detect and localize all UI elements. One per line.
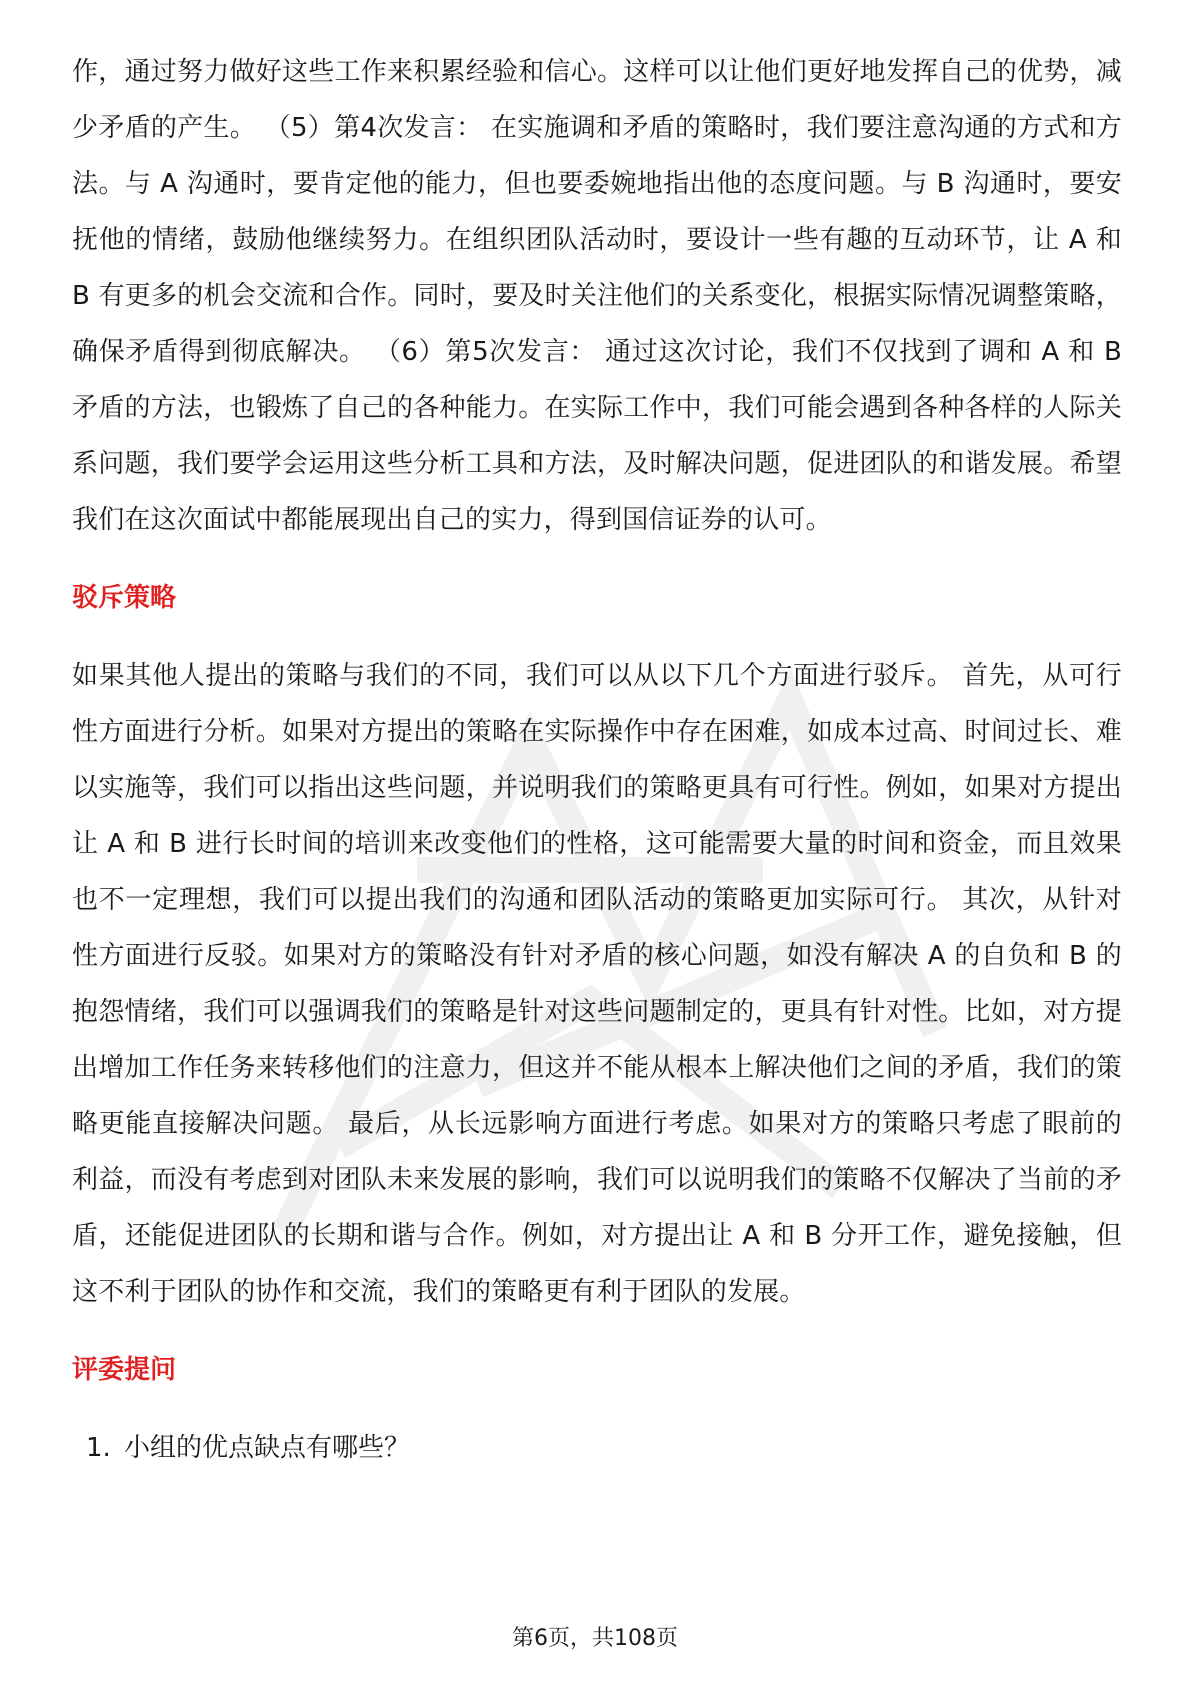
- paragraph-discussion-summary: 作，通过努力做好这些工作来积累经验和信心。这样可以让他们更好地发挥自己的优势，减少矛盾的产生。 （5）第4次发言： 在实施调和矛盾的策略时，我们要注意沟通的方式和方法。与 A 沟通时，要肯定他的能力，但也要委婉地指出他的态度问题。与 B 沟通时，要安抚他的情绪，鼓励他继续努力。在组织团队活动时，要设计一些有趣的互动环节，让 A 和 B 有更多的机会交流和合作。同时，要及时关注他们的关系变化，根据实际情况调整策略，确保矛盾得到彻底解决。 （6）第5次发言： 通过这次讨论，我们不仅找到了调和 A 和 B 矛盾的方法，也锻炼了自己的各种能力。在实际工作中，我们可能会遇到各种各样的人际关系问题，我们要学会运用这些分析工具和方法，及时解决问题，促进团队的和谐发展。希望我们在这次面试中都能展现出自己的实力，得到国信证券的认可。: [72, 57, 1122, 535]
- question-number: 1.: [86, 1433, 111, 1463]
- section-heading-judge-questions: 评委提问: [72, 1355, 177, 1385]
- main-content: [72, 44, 1122, 1476]
- paragraph-rebuttal-strategy: 如果其他人提出的策略与我们的不同，我们可以从以下几个方面进行驳斥。 首先，从可行性方面进行分析。如果对方提出的策略在实际操作中存在困难，如成本过高、时间过长、难以实施等，我们可以指出这些问题，并说明我们的策略更具有可行性。例如，如果对方提出让 A 和 B 进行长时间的培训来改变他们的性格，这可能需要大量的时间和资金，而且效果也不一定理想，我们可以提出我们的沟通和团队活动的策略更加实际可行。 其次，从针对性方面进行反驳。如果对方的策略没有针对矛盾的核心问题，如没有解决 A 的自负和 B 的抱怨情绪，我们可以强调我们的策略是针对这些问题制定的，更具有针对性。比如，对方提出增加工作任务来转移他们的注意力，但这并不能从根本上解决他们之间的矛盾，我们的策略更能直接解决问题。 最后，从长远影响方面进行考虑。如果对方的策略只考虑了眼前的利益，而没有考虑到对团队未来发展的影响，我们可以说明我们的策略不仅解决了当前的矛盾，还能促进团队的长期和谐与合作。例如，对方提出让 A 和 B 分开工作，避免接触，但这不利于团队的协作和交流，我们的策略更有利于团队的发展。: [72, 661, 1123, 1307]
- question-list: [72, 1420, 1122, 1476]
- section-heading-rebuttal: 驳斥策略: [72, 583, 177, 613]
- question-text: 小组的优点缺点有哪些？: [124, 1433, 411, 1463]
- list-item: [72, 1420, 1122, 1476]
- page-footer: 第6页，共108页: [512, 1626, 678, 1651]
